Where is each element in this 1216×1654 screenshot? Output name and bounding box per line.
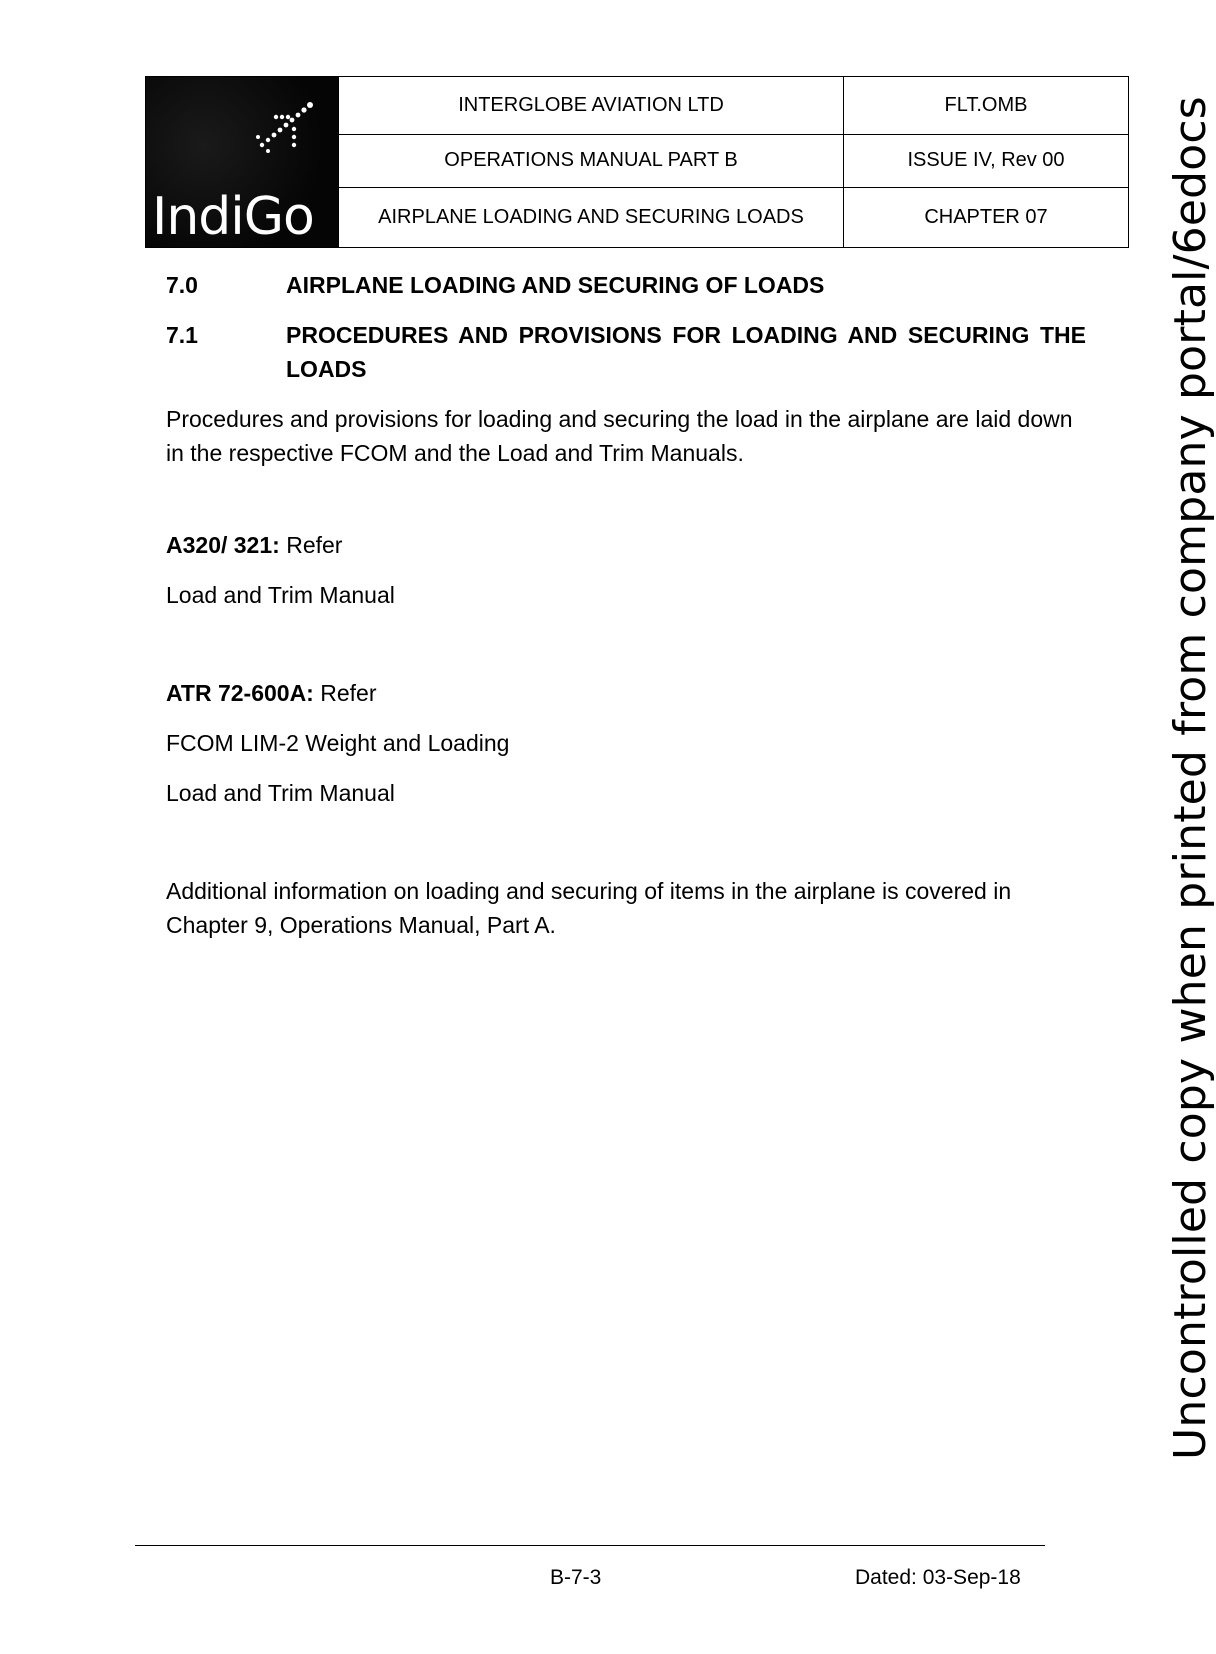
atr-item: FCOM LIM-2 Weight and Loading (166, 730, 510, 756)
document-header (145, 76, 1129, 248)
atr-reference (166, 676, 1086, 710)
airplane-logo-icon (246, 97, 326, 167)
footer-divider (135, 1545, 1045, 1546)
document-date: Dated: 03-Sep-18 (855, 1566, 1021, 1589)
logo-wordmark: IndiGo (152, 187, 314, 247)
additional-info-paragraph: Additional information on loading and securing of items in the airplane is covered in Chapter 9, Operations Manual, Part A. (166, 878, 1012, 938)
atr-item: Load and Trim Manual (166, 780, 395, 806)
manual-name: OPERATIONS MANUAL PART B (339, 135, 844, 187)
document-body (166, 268, 1086, 942)
section-number: 7.0 (166, 272, 198, 298)
section-heading-7-1 (166, 318, 1086, 386)
atr-label: ATR 72-600A: (166, 680, 314, 706)
issue-revision: ISSUE IV, Rev 00 (844, 135, 1129, 187)
chapter-title: AIRPLANE LOADING AND SECURING LOADS (339, 187, 844, 247)
page-number: B-7-3 (550, 1566, 602, 1589)
a320-refer: Refer (279, 532, 343, 558)
document-code: FLT.OMB (844, 77, 1129, 135)
a320-reference (166, 528, 1086, 562)
a320-label: A320/ 321: (166, 532, 280, 558)
section-title: PROCEDURES AND PROVISIONS FOR LOADING AND SECURING THE LOADS (286, 322, 1086, 382)
company-name: INTERGLOBE AVIATION LTD (339, 77, 844, 135)
company-logo (146, 77, 339, 248)
section-heading-7-0 (166, 268, 1086, 302)
section-number: 7.1 (166, 322, 198, 348)
uncontrolled-copy-watermark: Uncontrolled copy when printed from company portal/6edocs (1165, 96, 1216, 1460)
section-title: AIRPLANE LOADING AND SECURING OF LOADS (286, 272, 825, 298)
intro-paragraph: Procedures and provisions for loading and securing the load in the airplane are laid down in the respective FCOM and the Load and Trim Manuals. (166, 406, 1073, 466)
atr-refer: Refer (313, 680, 377, 706)
chapter-number: CHAPTER 07 (844, 187, 1129, 247)
a320-item: Load and Trim Manual (166, 582, 395, 608)
